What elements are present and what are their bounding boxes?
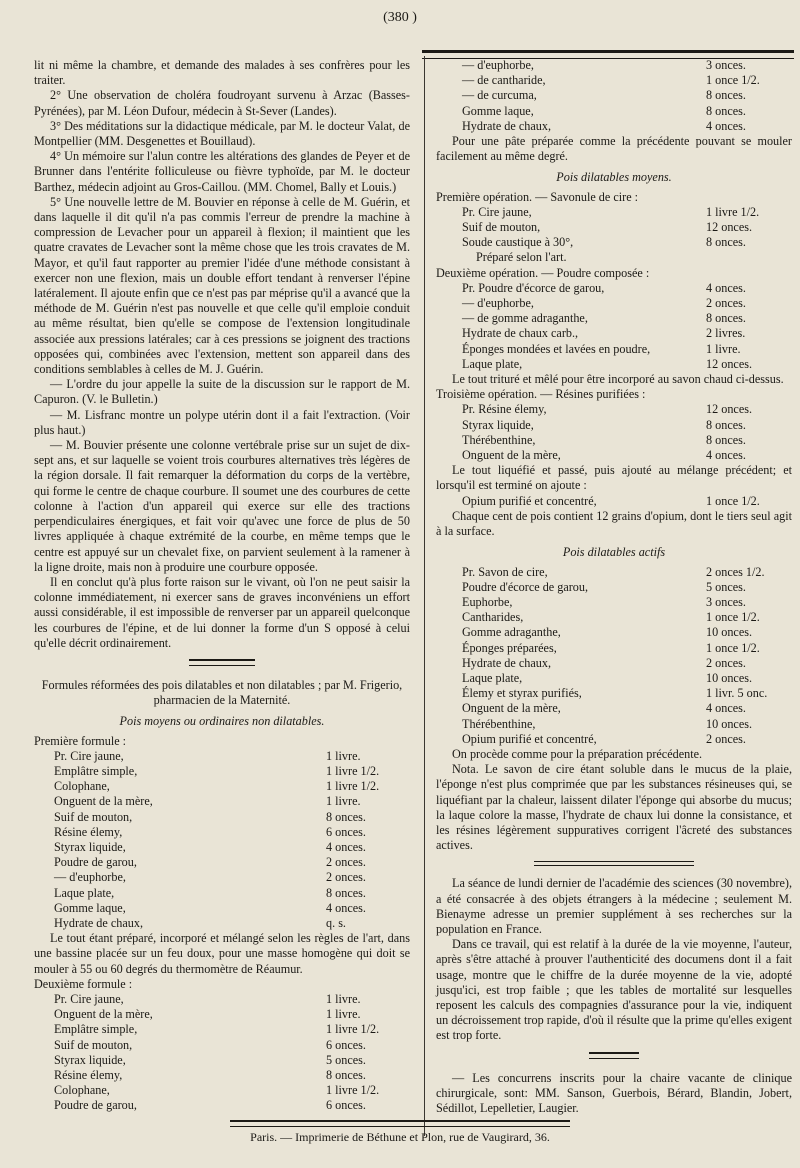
ingredient-row: [436, 326, 792, 341]
ingredient-qty: 1 livre 1/2.: [326, 1022, 380, 1037]
ingredient-qty: 1 livre.: [326, 991, 361, 1006]
ingredient-name: Styrax liquide,: [54, 1052, 126, 1067]
ingredient-qty: 1 once 1/2.: [706, 610, 760, 625]
ingredient-name: Gomme laque,: [462, 103, 534, 118]
ingredient-name: Onguent de la mère,: [54, 1007, 153, 1022]
ingredient-row: [436, 701, 792, 716]
ingredient-row: [436, 220, 792, 235]
concours-paragraph: — Les concurrens inscrits pour la chaire vacante de clinique chirurgicale, sont: MM. Sanson, Guerbois, Bérard, Blandin, Jobert, Sédillot, Lepelletier, Laugier.: [436, 1070, 792, 1115]
actifs-rows: [436, 565, 792, 747]
ingredient-name: Élemy et styrax purifiés,: [462, 686, 582, 701]
ingredient-name: Pr. Poudre d'écorce de garou,: [462, 280, 605, 295]
footer-imprint: Paris. — Imprimerie de Béthune et Plon, rue de Vaugirard, 36.: [250, 1130, 550, 1144]
op3-final-row: [436, 494, 792, 509]
ingredient-row: [34, 749, 410, 764]
ingredient-name: Colophane,: [54, 1083, 110, 1098]
ingredient-row: [436, 625, 792, 640]
ingredient-name: — d'euphorbe,: [462, 296, 534, 311]
ingredient-name: Laque plate,: [462, 670, 523, 685]
ingredient-row: [34, 855, 410, 870]
ingredient-qty: 2 onces.: [706, 731, 746, 746]
ingredient-name: Gomme adraganthe,: [462, 625, 561, 640]
ingredient-row: [436, 671, 792, 686]
ingredient-row: [34, 764, 410, 779]
ingredient-qty: 6 onces.: [326, 824, 366, 839]
ingredient-name: Thérébenthine,: [462, 432, 536, 447]
ingredient-qty: 8 onces.: [706, 103, 746, 118]
ingredient-qty: 5 onces.: [326, 1052, 366, 1067]
op2-note: Le tout trituré et mêlé pour être incorporé au savon chaud ci-dessus.: [452, 372, 784, 387]
ingredient-qty: 2 onces 1/2.: [706, 564, 765, 579]
section-title-actifs: Pois dilatables actifs: [562, 545, 666, 560]
ingredient-qty: 4 onces.: [326, 839, 366, 854]
ingredient-name: Onguent de la mère,: [462, 701, 561, 716]
ingredient-name: Laque plate,: [462, 356, 523, 371]
ingredient-row: [34, 1083, 410, 1098]
footer-rule: [230, 1120, 570, 1127]
paragraph: 2° Une observation de choléra foudroyant survenu à Arzac (Basses-Pyrénées), par M. Léon Dufour, médecin à St-Sever (Landes).: [34, 88, 410, 118]
ingredient-name: — d'euphorbe,: [54, 870, 126, 885]
academy-paragraph: Dans ce travail, qui est relatif à la durée de la vie moyenne, l'auteur, après s'être attaché à prouver l'authenticité des documens dont il a fait usage, montre que le chiffre de la durée moyenne de la vie, adopté jusqu'ici, est trop faible ; que les tables de mortalité sur lesquelles reposent les calculs des compagnies d'assurance pour la vie, indiquent un décroissement trop rapide, d'où il résulte que la prime qu'elles exigent est trop forte.: [436, 937, 792, 1043]
section-title-moyens: Pois dilatables moyens.: [556, 170, 672, 185]
ingredient-row: [436, 610, 792, 625]
ingredient-row: [436, 311, 792, 326]
ingredient-name: — de gomme adraganthe,: [462, 311, 588, 326]
ingredient-row: [436, 433, 792, 448]
paragraph: — L'ordre du jour appelle la suite de la discussion sur le rapport de M. Capuron. (V. le Bulletin.): [34, 377, 410, 407]
ingredient-name: Euphorbe,: [462, 594, 513, 609]
op1-heading: Première opération. — Savonule de cire :: [436, 189, 639, 204]
ingredient-row: [34, 1053, 410, 1068]
ingredient-name: Opium purifié et concentré,: [462, 493, 597, 508]
ingredient-name: Cantharides,: [462, 610, 524, 625]
ingredient-row: [436, 342, 792, 357]
ingredient-row: [436, 448, 792, 463]
ingredient-name: Soude caustique à 30°,: [462, 235, 574, 250]
ingredient-row: [34, 1007, 410, 1022]
ingredient-row: [436, 580, 792, 595]
ingredient-qty: 8 onces.: [706, 311, 746, 326]
ingredient-qty: 1 once 1/2.: [706, 73, 760, 88]
section-rule: [534, 861, 694, 866]
first-formula-note: Le tout étant préparé, incorporé et mélangé selon les règles de l'art, dans une bassine placée sur un feu doux, pour une masse homogène qui doit se mouler à 55 ou 60 degrés du thermomètre de Réaumur.: [34, 931, 410, 976]
ingredient-qty: 8 onces.: [706, 417, 746, 432]
ingredient-name: Thérébenthine,: [462, 716, 536, 731]
ingredient-name: Suif de mouton,: [462, 220, 541, 235]
ingredient-qty: 2 onces.: [326, 855, 366, 870]
ingredient-row: [436, 357, 792, 372]
ingredient-row: [436, 656, 792, 671]
ingredient-name: Pr. Résine élemy,: [462, 402, 547, 417]
actifs-tail: On procède comme pour la préparation précédente.: [452, 746, 703, 761]
ingredient-qty: 8 onces.: [326, 809, 366, 824]
ingredient-name: Résine élemy,: [54, 824, 123, 839]
ingredient-qty: 8 onces.: [706, 88, 746, 103]
ingredient-name: Onguent de la mère,: [462, 448, 561, 463]
op3-note: Le tout liquéfié et passé, puis ajouté au mélange précédent; et lorsqu'il est terminé on ajoute :: [436, 463, 792, 493]
ingredient-name: Pr. Savon de cire,: [462, 564, 548, 579]
ingredient-row: [34, 840, 410, 855]
ingredient-qty: 8 onces.: [326, 1068, 366, 1082]
continued-rows: [436, 58, 792, 134]
ingredient-qty: 2 livres.: [706, 326, 746, 341]
ingredient-row: [436, 418, 792, 433]
paragraph: lit ni même la chambre, et demande des malades à ses confrères pour les traiter.: [34, 58, 410, 88]
first-formula-heading: Première formule :: [34, 733, 127, 748]
ingredient-row: [34, 779, 410, 794]
right-column: [436, 58, 792, 1116]
ingredient-name: Pr. Cire jaune,: [54, 991, 124, 1006]
ingredient-name: Onguent de la mère,: [54, 794, 153, 809]
second-formula-rows: [34, 992, 410, 1114]
op1-tail: Préparé selon l'art.: [476, 250, 567, 265]
ingredient-name: Suif de mouton,: [54, 1037, 133, 1052]
ingredient-row: [34, 992, 410, 1007]
ingredient-qty: 4 onces.: [326, 900, 366, 915]
ingredient-row: [436, 235, 792, 250]
op3-final-note: Chaque cent de pois contient 12 grains d'opium, dont le tiers seul agit à la surface.: [436, 508, 792, 539]
ingredient-row: [436, 205, 792, 220]
ingredient-qty: 3 onces.: [706, 594, 746, 609]
ingredient-row: [436, 281, 792, 296]
ingredient-qty: 10 onces.: [706, 625, 753, 640]
ingredient-name: — d'euphorbe,: [462, 58, 534, 72]
nota-paragraph: Nota. Le savon de cire étant soluble dans le mucus de la plaie, l'éponge n'est plus comprimée que par les substances résineuses qui, se liquéfiant par la chaleur, laissent dilater l'éponge qui absorbe du mucus; la laque colore la masse, l'hydrate de chaux lui donne la consistance, et les résines légèrement suppuratives corrigent l'âcreté des substances actives.: [436, 762, 792, 853]
ingredient-qty: 1 once 1/2.: [706, 493, 760, 508]
ingredient-qty: 1 livre 1/2.: [706, 204, 760, 219]
ingredient-qty: 12 onces.: [706, 402, 753, 417]
ingredient-name: Hydrate de chaux,: [462, 655, 551, 670]
ingredient-row: [436, 58, 792, 73]
op3-heading: Troisième opération. — Résines purifiées :: [436, 387, 646, 402]
ingredient-name: Poudre d'écorce de garou,: [462, 579, 589, 594]
ingredient-qty: 1 once 1/2.: [706, 640, 760, 655]
paragraph: Il en conclut qu'à plus forte raison sur le vivant, où l'on ne peut saisir la colonne immédiatement, ni exercer sans de graves inconvéniens un effort aussi considérable, il est impossible de renverser par un appareil quelconque les courbures de l'épine, et de lui donner la forme d'un S opposé à celui qu'elle décrit ordinairement.: [34, 574, 410, 650]
ingredient-qty: 6 onces.: [326, 1098, 366, 1113]
ingredient-name: Hydrate de chaux,: [462, 118, 551, 133]
ingredient-name: Éponges préparées,: [462, 640, 557, 655]
ingredient-row: [34, 1038, 410, 1053]
ingredient-row: [34, 825, 410, 840]
ingredient-row: [34, 916, 410, 931]
ingredient-qty: 1 livre.: [326, 748, 361, 763]
ingredient-row: [436, 641, 792, 656]
academy-paragraph: La séance de lundi dernier de l'académie des sciences (30 novembre), a été consacrée à des objets étrangers à la médecine ; seulement M. Bienayme adresse un premier supplément à ses recherches sur la population en France.: [436, 876, 792, 936]
ingredient-name: Emplâtre simple,: [54, 1022, 138, 1037]
ingredient-qty: 1 livre.: [706, 341, 741, 356]
ingredient-row: [436, 104, 792, 119]
ingredient-qty: 1 livre.: [326, 794, 361, 809]
section-rule: [589, 1052, 639, 1059]
ingredient-name: Éponges mondées et lavées en poudre,: [462, 341, 651, 356]
ingredient-qty: 10 onces.: [706, 716, 753, 731]
ingredient-qty: 4 onces.: [706, 280, 746, 295]
ingredient-qty: 1 livre 1/2.: [326, 763, 380, 778]
ingredient-name: Résine élemy,: [54, 1068, 123, 1082]
formula-title: Formules réformées des pois dilatables et non dilatables ; par M. Frigerio, pharmacien de la Maternité.: [41, 677, 403, 708]
continued-note: Pour une pâte préparée comme la précédente pouvant se mouler facilement au même degré.: [436, 134, 792, 164]
ingredient-row: [34, 886, 410, 901]
paragraph: — M. Bouvier présente une colonne vertébrale prise sur un sujet de dix-sept ans, et sur laquelle se voient trois courbures alternatives très légères de la région dorsale. Il fait remarquer la déformation du corps de la vertèbre, qui forme le centre de chaque courbure. Il soumet une des courbures de cette colonne à l'action d'un appareil qui exerce sur elle des tractions perpendiculaires énergiques, et fait voir qu'avec une force de plus de 50 livres appliquée à chaque extrémité de la courbe, en même temps que le centre est appuyé sur un chevalet fixe, on parvient seulement à la ramener à la ligne droite, mais non à produire une courbure opposée.: [34, 438, 410, 574]
ingredient-row: [436, 732, 792, 747]
paragraph: 5° Une nouvelle lettre de M. Bouvier en réponse à celle de M. Guérin, et dans laquelle il dit qu'il n'a pas commis l'erreur de prendre la machine à compression de Levacher pour un appareil à flexion; il maintient que les quatre cravates de Levacher sont la même chose que les trois cravates de M. Mayor, et qu'il faut rapporter au premier l'idée d'une méthode consistant à exercer non une flexion, mais un double effort tendant à renverser l'épine latéralement. Il ajoute enfin que ce n'est pas par méprise qu'il a avancé que la méthode de M. Guérin n'est pas nouvelle et que celle qu'il emploie conduit au même résultat, bien qu'elle se compose de l'extension longitudinale associée aux pressions latérales; car à ces pressions se joignent des tractions opposées qui, combinées avec l'extension, mettent son appareil dans des conditions semblables à celles de M. J. Guérin.: [34, 194, 410, 377]
column-divider: [424, 56, 425, 1136]
paragraph: 3° Des méditations sur la didactique médicale, par M. le docteur Valat, de Montpellier (MM. Desgenettes et Bouillaud).: [34, 118, 410, 149]
ingredient-qty: 8 onces.: [326, 885, 366, 900]
ingredient-qty: 10 onces.: [706, 670, 753, 685]
ingredient-row: [34, 1098, 410, 1113]
ingredient-qty: 12 onces.: [706, 220, 753, 235]
op2-rows: [436, 281, 792, 372]
ingredient-row: [34, 901, 410, 916]
left-column: [34, 58, 410, 1114]
ingredient-name: Colophane,: [54, 779, 110, 794]
second-formula-heading: Deuxième formule :: [34, 976, 133, 991]
op3-rows: [436, 402, 792, 463]
ingredient-qty: 1 livre.: [326, 1007, 361, 1022]
section-rule: [189, 659, 255, 666]
ingredient-qty: 4 onces.: [706, 701, 746, 716]
paragraph: 4° Un mémoire sur l'alun contre les altérations des glandes de Peyer et de Brunner dans l'entérite folliculeuse ou fièvre typhoïde, par M. le docteur Barthez, médecin adjoint au Gros-Caillou. (MM. Chomel, Bally et Louis.): [34, 149, 410, 194]
ingredient-row: [436, 402, 792, 417]
ingredient-name: Gomme laque,: [54, 900, 126, 915]
ingredient-qty: 6 onces.: [326, 1037, 366, 1052]
ingredient-row: [34, 794, 410, 809]
ingredient-qty: 2 onces.: [706, 296, 746, 311]
ingredient-name: Poudre de garou,: [54, 1098, 137, 1113]
ingredient-qty: 4 onces.: [706, 448, 746, 463]
ingredient-name: Emplâtre simple,: [54, 763, 138, 778]
ingredient-row: [34, 1022, 410, 1037]
ingredient-name: — de cantharide,: [462, 73, 546, 88]
ingredient-row: [436, 686, 792, 701]
ingredient-qty: 5 onces.: [706, 579, 746, 594]
ingredient-qty: 8 onces.: [706, 432, 746, 447]
ingredient-name: Laque plate,: [54, 885, 115, 900]
ingredient-qty: 2 onces.: [706, 655, 746, 670]
ingredient-row: [34, 870, 410, 885]
ingredient-qty: 4 onces.: [706, 118, 746, 133]
ingredient-name: Suif de mouton,: [54, 809, 133, 824]
ingredient-row: [436, 88, 792, 103]
ingredient-row: [34, 810, 410, 825]
ingredient-row: [436, 119, 792, 134]
op1-rows: [436, 205, 792, 251]
ingredient-row: [436, 595, 792, 610]
ingredient-name: Hydrate de chaux carb.,: [462, 326, 579, 341]
ingredient-name: Poudre de garou,: [54, 855, 137, 870]
ingredient-name: Styrax liquide,: [54, 839, 126, 854]
ingredient-row: [436, 565, 792, 580]
ingredient-row: [436, 73, 792, 88]
page-number: (380 ): [383, 10, 417, 25]
ingredient-qty: q. s.: [326, 915, 346, 930]
ingredient-qty: 1 livre 1/2.: [326, 1083, 380, 1098]
op2-heading: Deuxième opération. — Poudre composée :: [436, 265, 650, 280]
ingredient-name: Opium purifié et concentré,: [462, 731, 597, 746]
ingredient-qty: 2 onces.: [326, 870, 366, 885]
ingredient-name: Hydrate de chaux,: [54, 915, 143, 930]
ingredient-name: Pr. Cire jaune,: [54, 748, 124, 763]
ingredient-name: — de curcuma,: [462, 88, 537, 103]
ingredient-qty: 1 livre 1/2.: [326, 779, 380, 794]
ingredient-qty: 3 onces.: [706, 58, 746, 72]
paragraph: — M. Lisfranc montre un polype utérin dont il a fait l'extraction. (Voir plus haut.): [34, 407, 410, 437]
ingredient-row: [436, 296, 792, 311]
ingredient-name: Styrax liquide,: [462, 417, 534, 432]
ingredient-qty: 8 onces.: [706, 235, 746, 250]
ingredient-row: [436, 717, 792, 732]
first-formula-rows: [34, 749, 410, 931]
ingredient-name: Pr. Cire jaune,: [462, 204, 532, 219]
ingredient-qty: 12 onces.: [706, 356, 753, 371]
sub-title: Pois moyens ou ordinaires non dilatables.: [119, 714, 325, 729]
ingredient-row: [34, 1068, 410, 1083]
ingredient-qty: 1 livr. 5 onc.: [706, 686, 768, 701]
